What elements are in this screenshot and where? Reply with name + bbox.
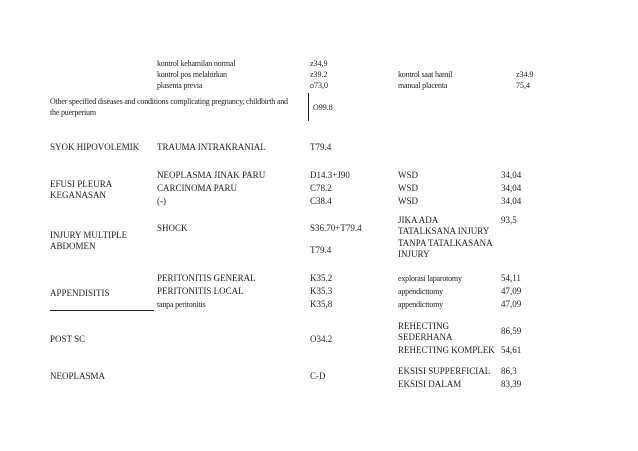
row1-proc-2: kontrol saat hamil — [398, 70, 453, 79]
row1-proc-3: manual placenta — [398, 81, 448, 90]
efusi-proc-1: WSD — [398, 170, 418, 180]
postsc-code: O34.2 — [310, 334, 333, 344]
efusi-diagnosis: EFUSI PLEURA KEGANASAN — [50, 179, 112, 200]
syok-diagnosis: SYOK HIPOVOLEMIK — [50, 142, 140, 152]
neoplasma-val-2: 83,39 — [501, 379, 522, 389]
appendisitis-code-2: K35.3 — [310, 286, 333, 296]
appendisitis-diagnosis: APPENDISITIS — [50, 288, 110, 298]
row1-val-2: z34.9 — [516, 70, 534, 79]
row1-other-label: Other specified diseases and conditions complicating pregnancy, childbirth and the puerperium — [50, 97, 288, 117]
postsc-proc-1: REHECTING SEDERHANA — [398, 321, 453, 342]
appendisitis-proc-2: appendicttomy — [398, 287, 443, 296]
neoplasma-diagnosis: NEOPLASMA — [50, 371, 106, 381]
injury-code-2: T79.4 — [310, 245, 332, 255]
efusi-code-3: C38.4 — [310, 196, 332, 206]
injury-proc-2: TANPA TATALKASANA INJURY — [398, 238, 493, 259]
neoplasma-proc-1: EKSISI SUPPERFICIAL — [398, 366, 491, 376]
appendisitis-desc-2: PERITONITIS LOCAL — [157, 286, 244, 296]
efusi-code-1: D14.3+J90 — [310, 170, 350, 180]
appendisitis-desc-3: tanpa peritonitis — [157, 300, 206, 309]
row1-other-code: O99.8 — [313, 103, 333, 112]
injury-desc: SHOCK — [157, 223, 188, 233]
appendisitis-val-2: 47,09 — [501, 286, 522, 296]
efusi-desc-1: NEOPLASMA JINAK PARU — [157, 170, 266, 180]
row1-desc-1: kontrol kehamilan normal — [157, 59, 236, 68]
neoplasma-proc-2: EKSISI DALAM — [398, 379, 462, 389]
neoplasma-val-1: 86,3 — [501, 366, 517, 376]
appendisitis-val-1: 54,11 — [501, 273, 521, 283]
neoplasma-code: C-D — [310, 371, 326, 381]
injury-proc-1: JIKA ADA TATALKSANA INJURY — [398, 215, 490, 236]
appendisitis-proc-1: explorasi laparotomy — [398, 274, 462, 283]
row1-code-3: o73,0 — [310, 81, 328, 90]
row1-desc-2: kontrol pos melahirkan — [157, 70, 227, 79]
postsc-proc-2: REHECTING KOMPLEK — [398, 345, 495, 355]
appendisitis-desc-1: PERITONITIS GENERAL — [157, 273, 256, 283]
postsc-val-2: 54,61 — [501, 345, 522, 355]
injury-val-1: 93,5 — [501, 215, 517, 225]
underline-divider — [50, 310, 154, 311]
efusi-desc-2: CARCINOMA PARU — [157, 183, 237, 193]
appendisitis-proc-3: appendicttomy — [398, 300, 443, 309]
injury-diagnosis: INJURY MULTIPLE ABDOMEN — [50, 230, 128, 251]
postsc-diagnosis: POST SC — [50, 334, 86, 344]
syok-desc: TRAUMA INTRAKRANIAL — [157, 142, 266, 152]
efusi-proc-3: WSD — [398, 196, 418, 206]
efusi-val-2: 34,04 — [501, 183, 522, 193]
efusi-val-1: 34,04 — [501, 170, 522, 180]
injury-code-1: S36.70+T79.4 — [310, 223, 362, 233]
syok-code: T79.4 — [310, 142, 332, 152]
row1-code-2: z39.2 — [310, 70, 328, 79]
efusi-code-2: C78.2 — [310, 183, 332, 193]
efusi-val-3: 34,04 — [501, 196, 522, 206]
appendisitis-val-3: 47,09 — [501, 299, 522, 309]
appendisitis-code-1: K35.2 — [310, 273, 333, 283]
efusi-proc-2: WSD — [398, 183, 418, 193]
postsc-val-1: 86,59 — [501, 326, 522, 336]
cell-border — [308, 93, 309, 121]
appendisitis-code-3: K35,8 — [310, 299, 333, 309]
row1-code-1: z34,9 — [310, 59, 328, 68]
row1-val-3: 75,4 — [516, 81, 530, 90]
row1-desc-3: plasenta previa — [157, 81, 203, 90]
efusi-desc-3: (-) — [157, 196, 166, 206]
